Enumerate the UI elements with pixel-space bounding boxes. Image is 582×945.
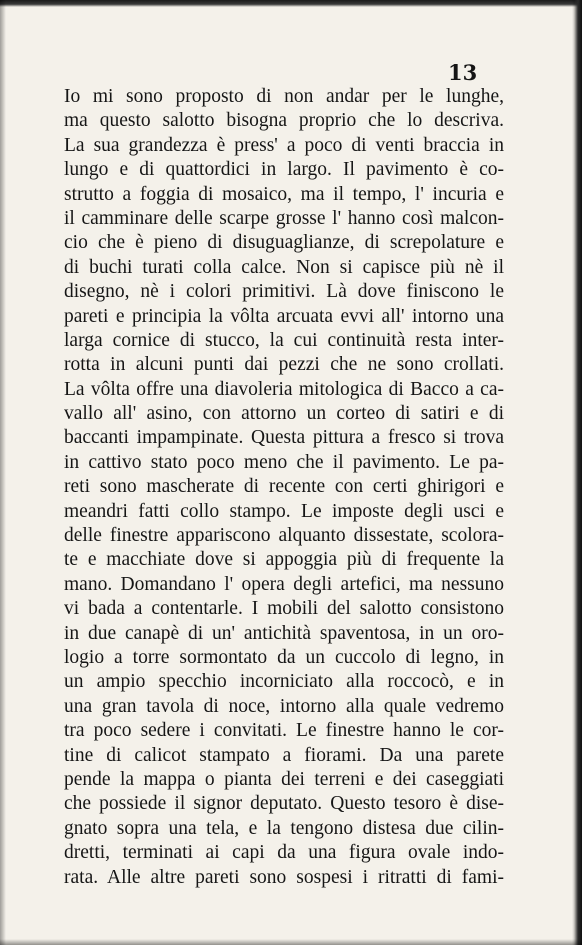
- text-line: rotta in alcuni punti dai pezzi che ne sono crollati.: [64, 354, 504, 376]
- text-line: gnato sopra una tela, e la tengono distesa due cilin-: [64, 817, 504, 839]
- text-line: meandri fatti collo stampo. Le imposte degli usci e: [64, 500, 504, 522]
- page-bottom-shadow: [0, 939, 582, 945]
- text-line: baccanti impampinate. Questa pittura a fresco si trova: [64, 427, 504, 449]
- text-line: tine di calicot stampato a fiorami. Da una parete: [64, 744, 504, 766]
- text-line: mano. Domandano l' opera degli artefici, ma nessuno: [64, 573, 504, 595]
- text-line: Io mi sono proposto di non andar per le lunghe,: [64, 86, 504, 107]
- text-line: vi bada a contentarle. I mobili del salotto consistono: [64, 598, 504, 620]
- text-line: disegno, nè i colori primitivi. Là dove finiscono le: [64, 281, 504, 303]
- page-top-shadow: [0, 0, 582, 7]
- text-line: strutto a foggia di mosaico, ma il tempo, l' incuria e: [64, 183, 504, 205]
- text-line: La vôlta offre una diavoleria mitologica di Bacco a ca-: [64, 378, 504, 400]
- text-line: in due canapè di un' antichità spaventosa, in un oro-: [64, 622, 504, 644]
- text-line: vallo all' asino, con attorno un corteo di satiri e di: [64, 403, 504, 425]
- text-line: La sua grandezza è press' a poco di venti braccia in: [64, 134, 504, 156]
- text-line: te e macchiate dove si appoggia più di frequente la: [64, 549, 504, 571]
- text-line: cio che è pieno di disuguaglianze, di screpolature e: [64, 232, 504, 254]
- text-line: un ampio specchio incorniciato alla roccocò, e in: [64, 671, 504, 693]
- text-line: larga cornice di stucco, la cui continuità resta inter-: [64, 329, 504, 351]
- text-line: pende la mappa o pianta dei terreni e dei caseggiati: [64, 768, 504, 790]
- text-line: tra poco sedere i convitati. Le finestre hanno le cor-: [64, 720, 504, 742]
- text-line: logio a torre sormontato da un cuccolo di legno, in: [64, 646, 504, 668]
- page-left-shadow: [0, 0, 6, 945]
- text-line: reti sono mascherate di recente con certi ghirigori e: [64, 476, 504, 498]
- page-right-shadow: [572, 0, 582, 945]
- body-text: [64, 85, 504, 890]
- text-line: ma questo salotto bisogna proprio che lo descriva.: [64, 110, 504, 132]
- text-line: in cattivo stato poco meno che il pavimento. Le pa-: [64, 451, 504, 473]
- text-line: che possiede il signor deputato. Questo tesoro è dise-: [64, 793, 504, 815]
- text-line: rata. Alle altre pareti sono sospesi i ritratti di fami-: [64, 866, 504, 888]
- text-line: dretti, terminati ai capi da una figura ovale indo-: [64, 842, 504, 864]
- page-number: 13: [448, 60, 478, 85]
- text-line: delle finestre appariscono alquanto dissestate, scolora-: [64, 525, 504, 547]
- text-line: di buchi turati colla calce. Non si capisce più nè il: [64, 256, 504, 278]
- text-line: una gran tavola di noce, intorno alla quale vedremo: [64, 695, 504, 717]
- text-line: il camminare delle scarpe grosse l' hanno così malcon-: [64, 207, 504, 229]
- text-line: lungo e di quattordici in largo. Il pavimento è co-: [64, 159, 504, 181]
- text-line: pareti e principia la vôlta arcuata evvi all' intorno una: [64, 305, 504, 327]
